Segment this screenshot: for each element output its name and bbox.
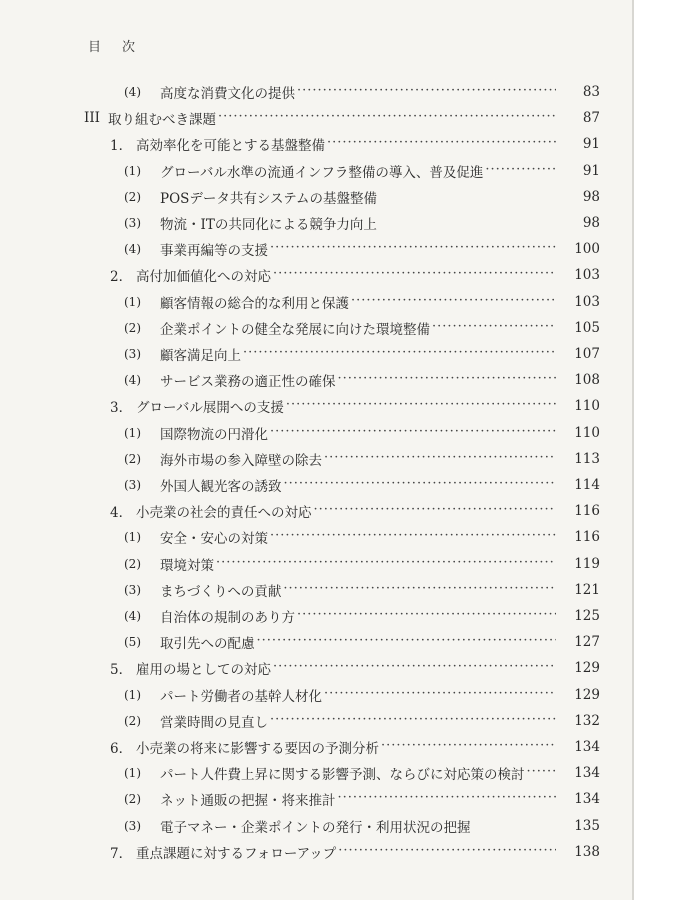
toc-entry-title: 営業時間の見直し (160, 714, 268, 731)
toc-entry-page: 135 (574, 817, 600, 834)
toc-entry-number: (2) (124, 792, 141, 807)
toc-leader-dots (338, 787, 557, 811)
toc-entry (124, 80, 600, 104)
toc-entry-number: 4． (110, 505, 133, 522)
toc-leader-dots (314, 499, 557, 523)
toc-entry-number: (4) (124, 609, 141, 623)
toc-leader-dots (270, 237, 556, 261)
toc-entry-page: 132 (574, 712, 600, 729)
toc-entry (124, 683, 600, 707)
toc-entry-title: 取引先への配慮 (160, 636, 255, 653)
toc-entry-title: 高効率化を可能とする基盤整備 (136, 138, 325, 155)
toc-entry-title: 外国人観光客の誘致 (160, 479, 282, 495)
toc-entry (110, 132, 600, 156)
toc-entry-title: 小売業の将来に影響する要因の予測分析 (136, 741, 379, 757)
toc-entry-title: 海外市場の参入障壁の除去 (160, 452, 322, 469)
toc-entry-page: 138 (574, 843, 600, 860)
toc-entry-number: (3) (124, 582, 141, 597)
toc-entry-number: 1． (110, 138, 133, 155)
toc-leader-dots (286, 394, 556, 418)
toc-entry-page: 129 (574, 660, 600, 677)
toc-entry-page: 127 (574, 634, 600, 651)
toc-entry-page: 105 (574, 319, 600, 336)
toc-entry-number: (1) (124, 163, 141, 178)
toc-entry-page: 100 (574, 241, 600, 258)
toc-entry-number: (3) (124, 818, 141, 833)
toc-entry-page: 121 (574, 581, 600, 598)
toc-entry-title: 物流・ITの共同化による競争力向上 (160, 217, 377, 233)
toc-entry-page: 83 (582, 84, 600, 100)
toc-entry-number: (2) (124, 320, 141, 335)
toc-leader-dots (379, 211, 556, 235)
toc-leader-dots (327, 132, 556, 156)
toc-entry (124, 761, 600, 785)
toc-entry-number: (3) (124, 216, 141, 230)
toc-entry-number: (4) (124, 242, 141, 257)
toc-entry-title: 電子マネー・企業ポイントの発行・利用状況の把握 (160, 819, 471, 836)
toc-entry-number: 6． (110, 741, 133, 757)
toc-leader-dots (324, 447, 556, 471)
toc-entry-title: 小売業の社会的責任への対応 (136, 505, 312, 522)
toc-entry-number: (1) (124, 425, 141, 440)
toc-entry-number: (4) (124, 85, 141, 99)
toc-entry-title: 重点課題に対するフォローアップ (136, 845, 337, 862)
toc-entry-title: パート人件費上昇に関する影響予測、ならびに対応策の検討 (160, 767, 525, 784)
toc-entry (124, 630, 600, 654)
toc-leader-dots (257, 630, 557, 654)
toc-leader-dots (297, 604, 556, 628)
toc-entry-title: 自治体の規制のあり方 (160, 610, 295, 626)
toc-entry-title: 高付加価値化への対応 (136, 269, 271, 286)
toc-entry-title: 企業ポイントの健全な発展に向けた環境整備 (160, 321, 430, 338)
toc-entry (124, 290, 600, 314)
toc-entry-page: 103 (574, 267, 600, 284)
toc-entry-page: 114 (574, 477, 600, 493)
toc-entry-page: 134 (574, 739, 600, 755)
toc-entry-title: 顧客満足向上 (160, 348, 241, 364)
toc-leader-dots (216, 552, 556, 576)
toc-entry-number: (3) (124, 347, 141, 361)
page-edge-shadow (632, 0, 634, 900)
toc-entry-number: (1) (124, 530, 141, 545)
toc-entry (124, 342, 600, 366)
toc-entry-title: 取り組むべき課題 (108, 112, 216, 129)
toc-entry-number: (2) (124, 189, 141, 204)
toc-leader-dots (243, 342, 556, 366)
toc-entry-number: 3． (110, 400, 133, 417)
toc-entry-title: グローバル展開への支援 (136, 400, 284, 417)
toc-entry-page: 134 (574, 765, 600, 782)
toc-leader-dots (485, 159, 556, 183)
toc-entry-title: ネット通販の把握・将来推計 (160, 793, 336, 810)
toc-leader-dots (351, 290, 556, 314)
toc-entry-title: POSデータ共有システムの基盤整備 (160, 190, 378, 207)
toc-entry-page: 129 (574, 686, 600, 703)
toc-entry-title: 高度な消費文化の提供 (160, 86, 295, 102)
toc-entry-title: サービス業務の適正性の確保 (160, 374, 336, 391)
toc-entry (124, 578, 600, 602)
toc-entry-title: 顧客情報の総合的な利用と保護 (160, 295, 349, 312)
toc-entry-page: 119 (574, 555, 600, 572)
toc-leader-dots (527, 761, 557, 785)
toc-entry-number: (5) (124, 635, 141, 650)
toc-entry-page: 113 (574, 450, 600, 467)
page-margin-right (632, 0, 700, 900)
toc-entry-number: (1) (124, 294, 141, 309)
page-header: 目 次 (88, 40, 140, 55)
toc-leader-dots (270, 421, 556, 445)
toc-entry-number: 7． (110, 845, 133, 862)
toc-entry-page: 134 (574, 791, 600, 808)
toc-leader-dots (283, 578, 556, 602)
toc-entry-title: 雇用の場としての対応 (136, 662, 271, 679)
toc-entry (124, 185, 600, 209)
toc-entry (110, 499, 600, 523)
toc-entry (110, 656, 600, 680)
toc-entry-page: 98 (582, 215, 600, 231)
toc-entry (124, 552, 600, 576)
toc-entry (124, 525, 600, 549)
toc-entry-page: 125 (574, 608, 600, 624)
toc-leader-dots (270, 709, 556, 733)
toc-entry-number: 2． (110, 269, 133, 286)
toc-entry (124, 787, 600, 811)
toc-entry (124, 211, 600, 235)
toc-leader-dots (338, 368, 557, 392)
toc-entry-page: 110 (574, 424, 600, 441)
toc-entry (124, 473, 600, 497)
toc-leader-dots (379, 185, 556, 209)
toc-entry (124, 237, 600, 261)
toc-entry-page: 103 (574, 293, 600, 310)
toc-entry-title: パート労働者の基幹人材化 (160, 688, 322, 705)
toc-entry (110, 735, 600, 759)
toc-entry-page: 107 (574, 346, 600, 362)
toc-entry (110, 394, 600, 418)
toc-entry-title: 国際物流の円滑化 (160, 426, 268, 443)
toc-leader-dots (338, 840, 556, 864)
toc-entry (124, 421, 600, 445)
toc-leader-dots (473, 814, 557, 838)
toc-leader-dots (273, 656, 556, 680)
toc-entry-title: グローバル水準の流通インフラ整備の導入、普及促進 (160, 164, 484, 181)
toc-entry-number: (3) (124, 478, 141, 492)
toc-entry-page: 98 (582, 188, 600, 205)
toc-entry (110, 263, 600, 287)
toc-leader-dots (273, 263, 556, 287)
toc-entry-page: 91 (582, 136, 600, 153)
toc-entry-number: (4) (124, 373, 141, 388)
toc-entry-page: 87 (582, 110, 600, 127)
toc-entry-title: 事業再編等の支援 (160, 243, 268, 260)
toc-entry-title: まちづくりへの貢献 (160, 583, 282, 600)
toc-entry (124, 316, 600, 340)
toc-entry-number: (1) (124, 766, 141, 781)
toc-leader-dots (324, 683, 556, 707)
toc-entry-title: 安全・安心の対策 (160, 531, 268, 548)
toc-entry-number: (2) (124, 713, 141, 728)
toc-leader-dots (297, 80, 556, 104)
toc-entry (110, 840, 600, 864)
toc-leader-dots (381, 735, 556, 759)
toc-entry (124, 814, 600, 838)
toc-entry (124, 447, 600, 471)
toc-leader-dots (432, 316, 556, 340)
toc-entry-number: (2) (124, 451, 141, 466)
toc-entry-page: 91 (582, 162, 600, 179)
toc-leader-dots (218, 106, 556, 130)
toc-entry (84, 106, 600, 130)
toc-entry-number: III (84, 110, 100, 127)
toc-entry-number: (2) (124, 556, 141, 571)
toc-entry-number: 5． (110, 662, 133, 679)
toc-entry-number: (1) (124, 687, 141, 702)
toc-leader-dots (284, 473, 557, 497)
toc-entry-title: 環境対策 (160, 557, 214, 574)
toc-leader-dots (270, 525, 556, 549)
toc-entry-page: 116 (574, 529, 600, 546)
toc-entry (124, 604, 600, 628)
toc-entry (124, 709, 600, 733)
toc-entry-page: 110 (574, 398, 600, 415)
toc-entry (124, 368, 600, 392)
toc-entry-page: 108 (574, 372, 600, 389)
toc-entry (124, 159, 600, 183)
toc-entry-page: 116 (574, 503, 600, 520)
